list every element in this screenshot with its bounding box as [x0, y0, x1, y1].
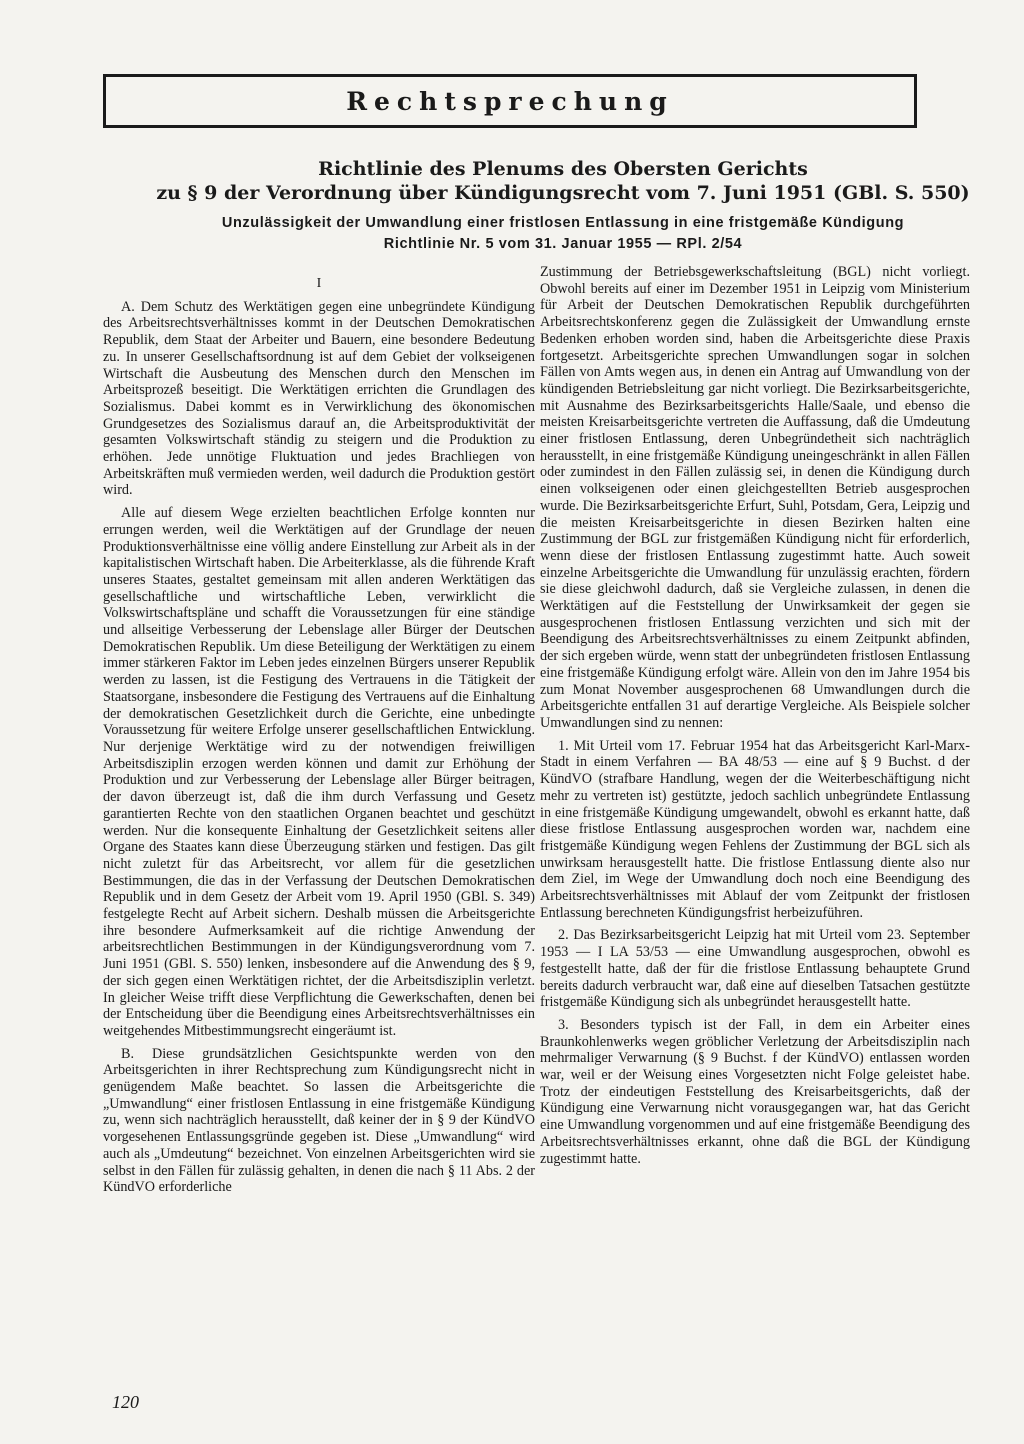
example-3: 3. Besonders typisch ist der Fall, in dem ein Arbeiter eines Braunkohlenwerks wegen gröblicher Verletzung der Arbeitsdisziplin nach mehrmaliger Verwarnung (§ 9 Buchst. f der KündVO) entlassen worden war, weil er der Weisung eines Vorgesetzten nicht Folge geleistet habe. Trotz der eindeutigen Feststellung des Kreisarbeitsgerichts, daß der Kündigung eine Verwarnung nicht vorausgegangen war, hat das Gericht eine Umwandlung vorgenommen und auf eine fristgemäße Beendigung des Arbeitsrechtsverhältnisses erkannt, ohne daß die BGL der Kündigung zugestimmt hatte.: [540, 1016, 970, 1167]
example-1: 1. Mit Urteil vom 17. Februar 1954 hat das Arbeitsgericht Karl-Marx-Stadt in einem Verfahren — BA 48/53 — eine auf § 9 Buchst. d der KündVO (strafbare Handlung, wegen der die Weiterbeschäftigung nicht mehr zu vertreten ist) gestützte, jedoch sachlich unbegründete Entlassung in eine fristgemäße Kündigung umgewandelt, obwohl es erkannt hatte, daß diese fristlose Entlassung ausgesprochen worden war, nachdem eine fristgemäße Kündigung wegen Fehlens der Zustimmung der BGL sich als unwirksam herausgestellt hatte. Die fristlose Entlassung diente also nur dem Ziel, im Wege der Umwandlung doch noch eine Beendigung des Arbeitsrechtsverhältnisses mit Ablauf der vom Zeitpunkt der fristlosen Entlassung berechneten Kündigungsfrist herbeizuführen.: [540, 737, 970, 921]
article-subtitle-line-1: Unzulässigkeit der Umwandlung einer fristlosen Entlassung in eine fristgemäße Kündigung: [221, 215, 905, 231]
example-2: 2. Das Bezirksarbeitsgericht Leipzig hat mit Urteil vom 23. September 1953 — I LA 53/53 — eine Umwandlung ausgesprochen, obwohl es festgestellt hatte, daß der für die fristlose Entlassung behauptete Grund bereits dadurch verbraucht war, daß eine auf dieselben Tatsachen gestützte fristgemäße Kündigung sich als unbegründet herausgestellt hatte.: [540, 927, 970, 1011]
section-number: I: [316, 276, 322, 291]
paragraph-a: A. Dem Schutz des Werktätigen gegen eine unbegründete Kündigung des Arbeitsrechtsverhältnisses kommt in der Deutschen Demokratischen Republik, dem Staat der Arbeiter und Bauern, eine besondere Bedeutung zu. In unserer Gesellschaftsordnung ist auf dem Gebiet der volkseigenen Wirtschaft die Ausbeutung des Menschen durch den Menschen im Arbeitsprozeß beseitigt. Die Werktätigen errichten die Grundlagen des Sozialismus. Dabei kommt es in Verwirklichung des ökonomischen Grundgesetzes des Sozialismus darauf an, die Arbeitsproduktivität der gesamten Volkswirtschaft ständig zu steigern und die Produktion zu erhöhen. Jede unnötige Fluktuation und jedes Brachliegen von Arbeitskräften muß vermieden werden, weil dadurch die Produktion gestört wird.: [103, 298, 535, 499]
article-title-line-2: zu § 9 der Verordnung über Kündigungsrecht vom 7. Juni 1951 (GBl. S. 550): [156, 182, 970, 204]
paragraph-success: Alle auf diesem Wege erzielten beachtlichen Erfolge konnten nur errungen werden, weil die Werktätigen auf der Grundlage der neuen Produktionsverhältnisse eine völlig andere Einstellung zur Arbeit als in der kapitalistischen Wirtschaft haben. Die Arbeiterklasse, als die führende Kraft unseres Staates, gestaltet gemeinsam mit allen anderen Werktätigen das gesellschaftliche und wirtschaftliche Leben, verwirklicht die Volkswirtschaftspläne und schafft die Voraussetzungen für eine ständige und allseitige Verbesserung der Lebenslage aller Bürger der Deutschen Demokratischen Republik. Um diese Beteiligung der Werktätigen zu einem immer stärkeren Faktor im Leben jedes einzelnen Bürgers unserer Republik werden zu lassen, ist die Festigung des Vertrauens in die Tätigkeit der Staatsorgane, insbesondere die Festigung des Vertrauens auf die Einhaltung der demokratischen Gesetzlichkeit durch die Gerichte, eine unbedingte Voraussetzung für weitere Erfolge unserer gesellschaftlichen Entwicklung. Nur derjenige Werktätige wird zu der notwendigen freiwilligen Arbeitsdisziplin erzogen werden können und damit zur Erhöhung der Produktion und zur Verbesserung der Lebenslage aller Bürger beitragen, der davon überzeugt ist, daß die ihm durch Verfassung und Gesetz garantierten Rechte von den staatlichen Organen beachtet und geschützt werden. Nur die konsequente Einhaltung der Gesetzlichkeit seitens aller Organe des Staates kann diese Überzeugung stärken und festigen. Das gilt nicht zuletzt für das Arbeitsrecht, vor allem für die gesetzlichen Bestimmungen, die das in der Verfassung der Deutschen Demokratischen Republik und in dem Gesetz der Arbeit vom 19. April 1950 (GBl. S. 349) festgelegte Recht auf Arbeit sichern. Deshalb müssen die Arbeitsgerichte ihre besondere Aufmerksamkeit auf die richtige Anwendung der arbeitsrechtlichen Bestimmungen in der Kündigungsverordnung vom 7. Juni 1951 (GBl. S. 550) lenken, insbesondere auf die Anwendung des § 9, der sich gegen einen Werktätigen richtet, der die Arbeitsdisziplin verletzt. In gleicher Weise trifft diese Verpflichtung die Gewerkschaften, denen bei der Entscheidung über die Beendigung eines Arbeitsrechtsverhältnisses ein weitgehendes Mitbestimmungsrecht eingeräumt ist.: [103, 505, 535, 1039]
article-title-line-1: Richtlinie des Plenums des Obersten Gerichts: [318, 158, 808, 180]
article-subtitle-line-2: Richtlinie Nr. 5 vom 31. Januar 1955 — RPl. 2/54: [383, 236, 743, 252]
right-column: [540, 264, 970, 1167]
section-header-box: [103, 74, 917, 128]
page-number: 120: [112, 1392, 139, 1412]
left-column: [103, 264, 535, 1196]
paragraph-b: B. Diese grundsätzlichen Gesichtspunkte werden von den Arbeitsgerichten in ihrer Rechtsprechung zum Kündigungsrecht nicht in genügendem Maße beachtet. So lassen die Arbeitsgerichte die „Umwandlung“ einer fristlosen Entlassung in eine fristgemäße Kündigung zu, wenn sich nachträglich herausstellt, daß keiner der in § 9 der KündVO vorgesehenen Entlassungsgründe gegeben ist. Diese „Umwandlung“ wird auch als „Umdeutung“ bezeichnet. Von einzelnen Arbeitsgerichten wird sie selbst in den Fällen für zulässig gehalten, in denen die nach § 11 Abs. 2 der KündVO erforderliche: [103, 1045, 535, 1196]
paragraph-continuation: Zustimmung der Betriebsgewerkschaftsleitung (BGL) nicht vorliegt. Obwohl bereits auf einer im Dezember 1951 in Leipzig vom Ministerium für Arbeit der Deutschen Demokratischen Republik durchgeführten Arbeitsrechtskonferenz gegen die Zulässigkeit der Umwandlung ernste Bedenken erhoben worden sind, haben die Arbeitsgerichte diese Praxis fortgesetzt. Arbeitsgerichte sprechen Umwandlungen sogar in solchen Fällen von Amts wegen aus, in denen ein Antrag auf Umwandlung von der kündigenden Betriebsleitung gar nicht vorliegt. Die Bezirksarbeitsgerichte, mit Ausnahme des Bezirksarbeitsgerichts Halle/Saale, und ebenso die meisten Kreisarbeitsgerichte vertreten die Auffassung, daß die Umdeutung einer fristlosen Entlassung, deren Unbegründetheit sich nachträglich herausstellt, in eine fristgemäße Kündigung uneingeschränkt in allen Fällen oder zumindest in den Fällen zulässig sei, in denen die Kündigung durch einen volkseigenen oder einen gleichgestellten Betrieb ausgesprochen wurde. Die Bezirksarbeitsgerichte Erfurt, Suhl, Potsdam, Gera, Leipzig und die meisten Kreisarbeitsgerichte in diesen Bezirken halten eine Zustimmung der BGL zur fristgemäßen Kündigung nicht für erforderlich, wenn diese der fristlosen Entlassung zugestimmt hatte. Auch soweit einzelne Arbeitsgerichte die Umwandlung für unzulässig erachten, fördern sie diese gleichwohl dadurch, daß sie Vergleiche zulassen, in denen die Werktätigen auf die Feststellung der Unwirksamkeit der gegen sie ausgesprochenen fristlosen Entlassung verzichten und sich mit der Beendigung des Arbeitsrechtsverhältnisses zu einem Zeitpunkt abfinden, der sich ergeben würde, wenn statt der unbegründeten fristlosen Entlassung eine fristgemäße Kündigung erfolgt wäre. Allein von den im Jahre 1954 bis zum Monat November ausgesprochenen 68 Umwandlungen durch die Arbeitsgerichte entfallen 31 auf derartige Vergleiche. Als Beispiele solcher Umwandlungen sind zu nennen:: [540, 264, 970, 731]
section-header-title: Rechtsprechung: [346, 86, 674, 116]
